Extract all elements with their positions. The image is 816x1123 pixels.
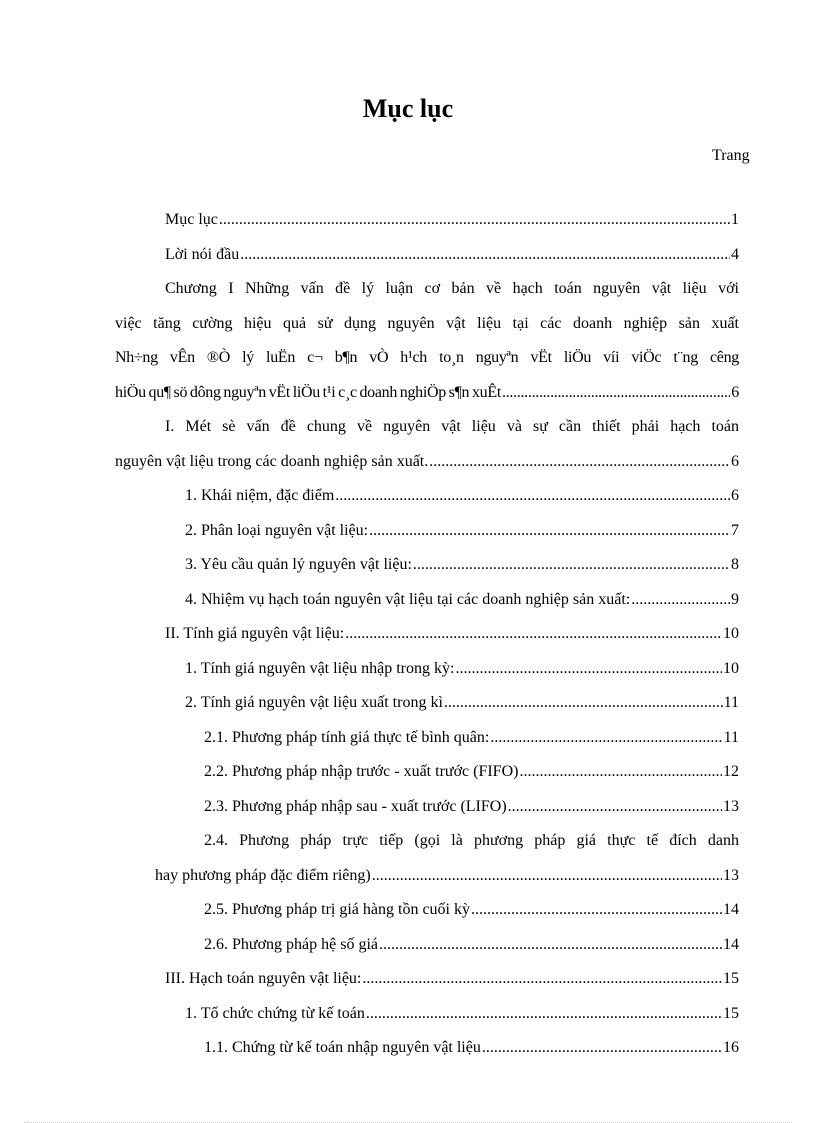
toc-page-number: 12	[723, 763, 739, 780]
toc-entry-text: Nh÷ng vÊn ®Ò lý luËn c¬ b¶n vÒ h¹ch to¸n nguyªn vËt liÖu víi viÖc t¨ng cêng	[115, 349, 739, 366]
toc-page-number: 1	[731, 211, 739, 228]
toc-entry-text: 1. Khái niệm, đặc điểm	[185, 487, 335, 504]
toc-entry-chuong-1[interactable]	[115, 272, 739, 410]
toc-entry-text: II. Tính giá nguyên vật liệu:	[165, 625, 345, 642]
toc-entry-text: 2. Phân loại nguyên vật liệu:	[185, 521, 369, 539]
toc-page-number: 13	[723, 797, 739, 815]
leader-dots	[631, 583, 730, 618]
toc-entry-ton-cuoi-ky[interactable]	[115, 893, 739, 928]
toc-entry-text: 2.4. Phương pháp trực tiếp (gọi là phương pháp giá thực tế đích danh	[204, 832, 739, 849]
page-column-label: Trang	[712, 147, 750, 164]
toc-entry-text: hiÖu qu¶ sö dông nguyªn vËt liÖu t¹i c¸c doanh nghiÖp s¶n xuÊt	[115, 383, 501, 401]
toc-entry-1-khai-niem[interactable]	[115, 479, 739, 514]
toc-entry-text: 2. Tính giá nguyên vật liệu xuất trong kì	[185, 694, 443, 711]
toc-page-number: 7	[731, 521, 739, 539]
toc-entry-text: việc tăng cường hiệu quả sử dụng nguyên vật liệu tại các doanh nghiệp sản xuất	[115, 314, 739, 332]
toc-page-number: 6	[731, 383, 739, 401]
toc-page-number: 9	[731, 590, 739, 608]
toc-entry-muc-luc[interactable]	[115, 203, 739, 238]
toc-entry-text: 2.2. Phương pháp nhập trước - xuất trước (FIFO)	[204, 763, 519, 780]
toc-entry-loi-noi-dau[interactable]	[115, 238, 739, 273]
toc-entry-text: 4. Nhiệm vụ hạch toán nguyên vật liệu tại các doanh nghiệp sản xuất:	[185, 590, 631, 608]
toc-entry-fifo[interactable]	[115, 755, 739, 790]
toc-entry-2-phan-loai[interactable]	[115, 514, 739, 549]
toc-page-number: 15	[723, 1004, 739, 1022]
toc-entry-4-nhiem-vu[interactable]	[115, 583, 739, 618]
toc-page-number: 14	[723, 901, 739, 918]
toc-entry-text: 2.1. Phương pháp tính giá thực tế bình quân:	[204, 728, 490, 746]
toc-entry-text: 2.3. Phương pháp nhập sau - xuất trước (LIFO)	[204, 797, 507, 815]
toc-page-number: 4	[731, 245, 739, 263]
leader-dots	[519, 755, 722, 790]
leader-dots	[455, 652, 722, 687]
page-title: Mục lục	[362, 94, 454, 123]
toc-page-number: 11	[723, 694, 739, 711]
toc-entry-text: Chương I Những vấn đề lý luận cơ bản về hạch toán nguyên vật liệu với	[165, 280, 739, 297]
toc-entry-text: hay phương pháp đặc điểm riêng)	[155, 866, 371, 884]
toc-page-number: 6	[731, 452, 739, 470]
toc-entry-section-1[interactable]	[115, 410, 739, 479]
toc-entry-section-3[interactable]	[115, 962, 739, 997]
leader-dots	[362, 962, 722, 997]
toc-entry-text: nguyên vật liệu trong các doanh nghiệp sản xuất.	[115, 452, 429, 470]
leader-dots	[508, 790, 722, 825]
toc-entry-text: III. Hạch toán nguyên vật liệu:	[165, 970, 362, 987]
toc-entry-text: 1. Tính giá nguyên vật liệu nhập trong kỳ:	[185, 659, 455, 677]
leader-dots	[369, 514, 730, 549]
toc-entry-text: I. Mét sè vấn đề chung về nguyên vật liệu và sự cần thiết phải hạch toán	[165, 418, 739, 435]
toc-page-number: 8	[731, 556, 739, 573]
leader-dots	[379, 928, 722, 963]
toc-entry-3-yeu-cau[interactable]	[115, 548, 739, 583]
leader-dots	[413, 548, 730, 583]
toc-entry-text: 1. Tổ chức chứng từ kế toán	[185, 1004, 365, 1022]
toc-page-number: 13	[723, 866, 739, 884]
toc-entry-binh-quan[interactable]	[115, 721, 739, 756]
leader-dots	[240, 238, 730, 273]
leader-dots	[366, 997, 722, 1032]
toc-page-number: 16	[723, 1039, 739, 1056]
toc-page-number: 11	[723, 728, 739, 746]
toc-page-number: 6	[731, 487, 739, 504]
toc-page-number: 10	[723, 659, 739, 677]
leader-dots	[482, 1031, 722, 1066]
toc-entry-2-2-tinh-gia-xuat[interactable]	[115, 686, 739, 721]
leader-dots	[345, 617, 722, 652]
leader-dots	[502, 376, 730, 411]
toc-page-number: 14	[723, 935, 739, 953]
toc-entry-text: 2.5. Phương pháp trị giá hàng tồn cuối kỳ	[204, 901, 470, 918]
toc-entry-section-2[interactable]	[115, 617, 739, 652]
toc-entry-truc-tiep[interactable]	[115, 824, 739, 893]
leader-dots	[444, 686, 723, 721]
leader-dots	[429, 445, 730, 480]
toc-entry-to-chuc-chung-tu[interactable]	[115, 997, 739, 1032]
table-of-contents	[115, 203, 739, 1066]
leader-dots	[219, 203, 730, 238]
toc-entry-text: Lời nói đầu	[165, 245, 240, 263]
toc-entry-text: Mục lục	[165, 211, 218, 228]
toc-entry-2-1-tinh-gia-nhap[interactable]	[115, 652, 739, 687]
toc-entry-text: 1.1. Chứng từ kế toán nhập nguyên vật liệu	[204, 1039, 481, 1056]
toc-entry-lifo[interactable]	[115, 790, 739, 825]
leader-dots	[490, 721, 722, 756]
toc-entry-text: 2.6. Phương pháp hệ số giá	[204, 935, 379, 953]
leader-dots	[335, 479, 730, 514]
leader-dots	[372, 859, 722, 894]
toc-page-number: 15	[723, 970, 739, 987]
toc-page-number: 10	[723, 625, 739, 642]
toc-entry-text: 3. Yêu cầu quản lý nguyên vật liệu:	[185, 556, 412, 573]
leader-dots	[471, 893, 722, 928]
toc-entry-chung-tu-nhap[interactable]	[115, 1031, 739, 1066]
toc-entry-he-so-gia[interactable]	[115, 928, 739, 963]
